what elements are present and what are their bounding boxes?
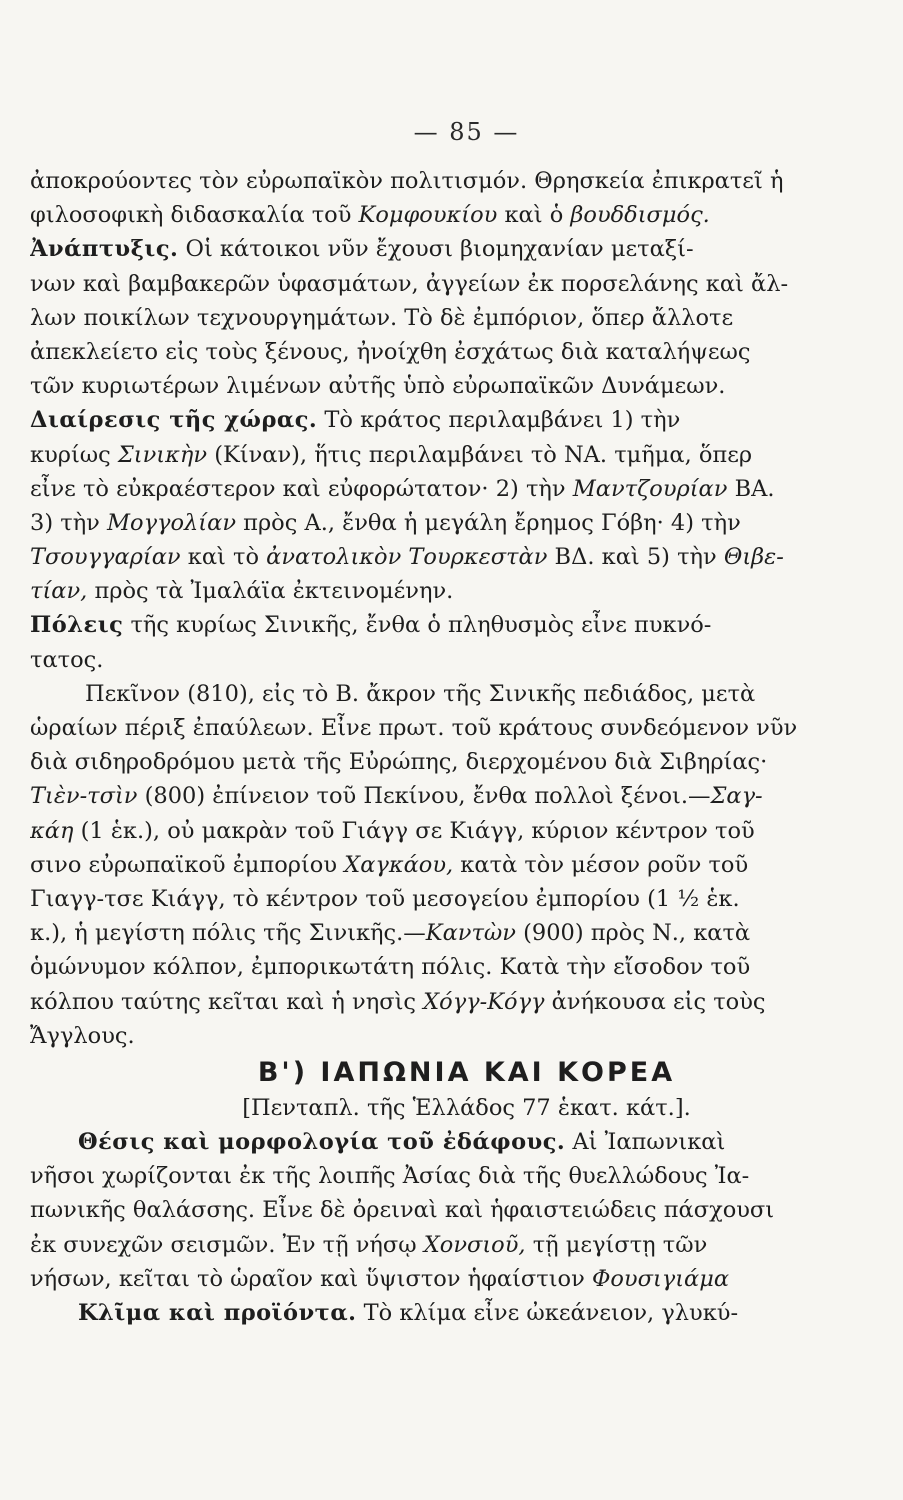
italic-term: Φουσιγιάμα xyxy=(591,1265,730,1292)
italic-term: Χονσιοῦ, xyxy=(423,1231,526,1258)
text-span: ἀποκρούοντες τὸν εὐρωπαϊκὸν πολιτισμόν. Θρησκεία ἐπικρατεῖ ἡ xyxy=(30,168,784,194)
section-subtitle: [Πενταπλ. τῆς Ἑλλάδος 77 ἑκατ. κάτ.]. xyxy=(242,1094,691,1121)
text-span: Τὸ κράτος περιλαμβάνει 1) τὴν xyxy=(317,407,681,434)
text-span: ἀνήκουσα εἰς τοὺς xyxy=(544,988,766,1015)
text-span: 3) τὴν xyxy=(30,509,108,536)
text-span: εἶνε τὸ εὐκραέστερον καὶ εὐφορώτατον· 2) τὴν xyxy=(30,475,573,502)
text-span: Πεκῖνον (810), εἰς τὸ Β. ἄκρον τῆς Σινικῆς πεδιάδος, μετὰ xyxy=(85,680,756,707)
italic-term: τίαν, xyxy=(30,578,88,605)
text-span: λων ποικίλων τεχνουργημάτων. Τὸ δὲ ἐμπόριον, ὅπερ ἄλλοτε xyxy=(30,304,734,331)
text-line xyxy=(30,369,863,403)
text-span: (800) ἐπίνειον τοῦ Πεκίνου, ἔνθα πολλοὶ ξένοι.— xyxy=(137,783,711,810)
text-span: (Κίναν), ἥτις περιλαμβάνει τὸ ΝΑ. τμῆμα, ὅπερ xyxy=(207,441,753,468)
text-line xyxy=(30,916,863,950)
text-line xyxy=(30,506,863,540)
text-line xyxy=(30,711,863,745)
text-span: νήσων, κεῖται τὸ ὡραῖον καὶ ὕψιστον ἡφαίστιον xyxy=(30,1265,592,1292)
text-line xyxy=(30,608,863,642)
text-span: ΒΑ. xyxy=(727,475,775,502)
text-line xyxy=(30,1125,863,1159)
body-text-section xyxy=(30,1125,863,1330)
text-span: νων καὶ βαμβακερῶν ὑφασμάτων, ἀγγείων ἐκ πορσελάνης καὶ ἄλ- xyxy=(30,270,789,297)
italic-term: Τιὲν-τσὶν xyxy=(30,783,138,810)
text-span: τῇ μεγίστῃ τῶν xyxy=(525,1231,708,1258)
text-span: ἐκ συνεχῶν σεισμῶν. Ἐν τῇ νήσῳ xyxy=(30,1231,424,1258)
text-line xyxy=(30,1193,863,1227)
text-span: σινο εὐρωπαϊκοῦ ἐμπορίου xyxy=(30,851,345,878)
italic-term: Μογγολίαν xyxy=(107,509,236,536)
text-line xyxy=(30,164,863,198)
text-line xyxy=(30,677,863,711)
paragraph-heading: Πόλεις xyxy=(30,612,124,639)
text-span: Τὸ κλίμα εἶνε ὠκεάνειον, γλυκύ- xyxy=(356,1300,739,1326)
text-span: καὶ ὁ xyxy=(497,202,571,229)
text-span: τῶν κυριωτέρων λιμένων αὐτῆς ὑπὸ εὐρωπαϊκῶν Δυνάμεων. xyxy=(30,373,726,400)
text-line xyxy=(30,1296,863,1330)
text-span: ὡραίων πέριξ ἐπαύλεων. Εἶνε πρωτ. τοῦ κράτους συνδεόμενον νῦν xyxy=(30,715,798,741)
text-line xyxy=(30,779,863,813)
text-span: (900) πρὸς Ν., κατὰ xyxy=(515,920,751,947)
paragraph-heading: Θέσις καὶ μορφολογία τοῦ ἐδάφους. xyxy=(78,1129,566,1156)
text-line xyxy=(30,574,863,608)
italic-term: ἀνατολικὸν Τουρκεστὰν xyxy=(266,544,548,571)
text-span: πρὸς τὰ Ἰμαλάϊα ἐκτεινομένην. xyxy=(87,578,454,605)
text-span: Ἄγγλους. xyxy=(30,1022,135,1049)
text-span: Οἱ κάτοικοι νῦν ἔχουσι βιομηχανίαν μεταξί- xyxy=(178,236,694,263)
text-line xyxy=(30,848,863,882)
body-text xyxy=(30,164,863,1053)
italic-term: Χαγκάου, xyxy=(344,851,454,878)
italic-term: Σινικὴν xyxy=(117,441,208,468)
text-span: νῆσοι χωρίζονται ἐκ τῆς λοιπῆς Ἀσίας διὰ τῆς θυελλώδους Ἰα- xyxy=(30,1163,750,1190)
text-line xyxy=(30,198,863,232)
text-span: διὰ σιδηροδρόμου μετὰ τῆς Εὐρώπης, διερχομένου διὰ Σιβηρίας· xyxy=(30,749,768,776)
italic-term: Σαγ- xyxy=(710,783,763,810)
text-span: πωνικῆς θαλάσσης. Εἶνε δὲ ὀρειναὶ καὶ ἡφαιστειώδεις πάσχουσι xyxy=(30,1197,775,1224)
italic-term: Θιβε- xyxy=(723,544,784,571)
paragraph-heading: Κλῖμα καὶ προϊόντα. xyxy=(78,1300,357,1326)
text-line xyxy=(30,643,863,677)
text-line xyxy=(30,301,863,335)
text-span: ὁμώνυμον κόλπον, ἐμπορικωτάτη πόλις. Κατὰ τὴν εἴσοδον τοῦ xyxy=(30,954,751,981)
text-span: (1 ἑκ.), οὐ μακρὰν τοῦ Γιάγγ σε Κιάγγ, κύριον κέντρον τοῦ xyxy=(73,817,755,844)
italic-term: βουδδισμός. xyxy=(570,202,710,229)
text-span: κόλπου ταύτης κεῖται καὶ ἡ νησὶς xyxy=(30,988,424,1015)
text-line xyxy=(30,985,863,1019)
text-span: τῆς κυρίως Σινικῆς, ἔνθα ὁ πληθυσμὸς εἶνε πυκνό- xyxy=(123,612,712,639)
text-line xyxy=(30,472,863,506)
text-span: Γιαγγ-τσε Κιάγγ, τὸ κέντρον τοῦ μεσογείου ἐμπορίου (1 ½ ἑκ. xyxy=(30,885,740,912)
page-number: — 85 — xyxy=(413,118,520,146)
text-line xyxy=(30,1228,863,1262)
text-line xyxy=(30,540,863,574)
text-span: τατος. xyxy=(30,646,104,673)
text-span: ΒΔ. καὶ 5) τὴν xyxy=(547,544,724,571)
text-line xyxy=(30,950,863,984)
italic-term: κάη xyxy=(30,817,74,844)
text-line xyxy=(30,267,863,301)
text-span: κυρίως xyxy=(30,441,118,468)
text-line xyxy=(30,403,863,437)
italic-term: Μαντζουρίαν xyxy=(572,475,728,502)
text-span: καὶ τὸ xyxy=(180,544,267,571)
text-line xyxy=(30,1019,863,1053)
text-span: κατὰ τὸν μέσον ροῦν τοῦ xyxy=(453,851,749,878)
paragraph-heading: Ἀνάπτυξις. xyxy=(30,236,179,263)
text-span: φιλοσοφικὴ διδασκαλία τοῦ xyxy=(30,202,359,229)
italic-term: Χόγγ-Κόγγ xyxy=(423,988,545,1015)
text-line xyxy=(30,335,863,369)
text-line xyxy=(30,438,863,472)
text-line xyxy=(30,1159,863,1193)
text-span: κ.), ἡ μεγίστη πόλις τῆς Σινικῆς.— xyxy=(30,920,426,947)
text-line xyxy=(30,882,863,916)
text-span: Αἱ Ἰαπωνικαὶ xyxy=(565,1129,726,1156)
text-line xyxy=(30,232,863,266)
text-line xyxy=(30,814,863,848)
text-span: πρὸς Α., ἔνθα ἡ μεγάλη ἔρημος Γόβη· 4) τὴν xyxy=(236,509,741,536)
section-title: Β') ΙΑΠΩΝΙΑ ΚΑΙ ΚΟΡΕΑ xyxy=(257,1056,676,1088)
text-line xyxy=(30,745,863,779)
paragraph-heading: Διαίρεσις τῆς χώρας. xyxy=(30,407,318,434)
italic-term: Κομφουκίου xyxy=(358,202,498,229)
italic-term: Καντὼν xyxy=(425,920,516,947)
italic-term: Τσουγγαρίαν xyxy=(30,544,181,571)
text-line xyxy=(30,1262,863,1296)
text-span: ἀπεκλείετο εἰς τοὺς ξένους, ἠνοίχθη ἐσχάτως διὰ καταλήψεως xyxy=(30,338,751,365)
